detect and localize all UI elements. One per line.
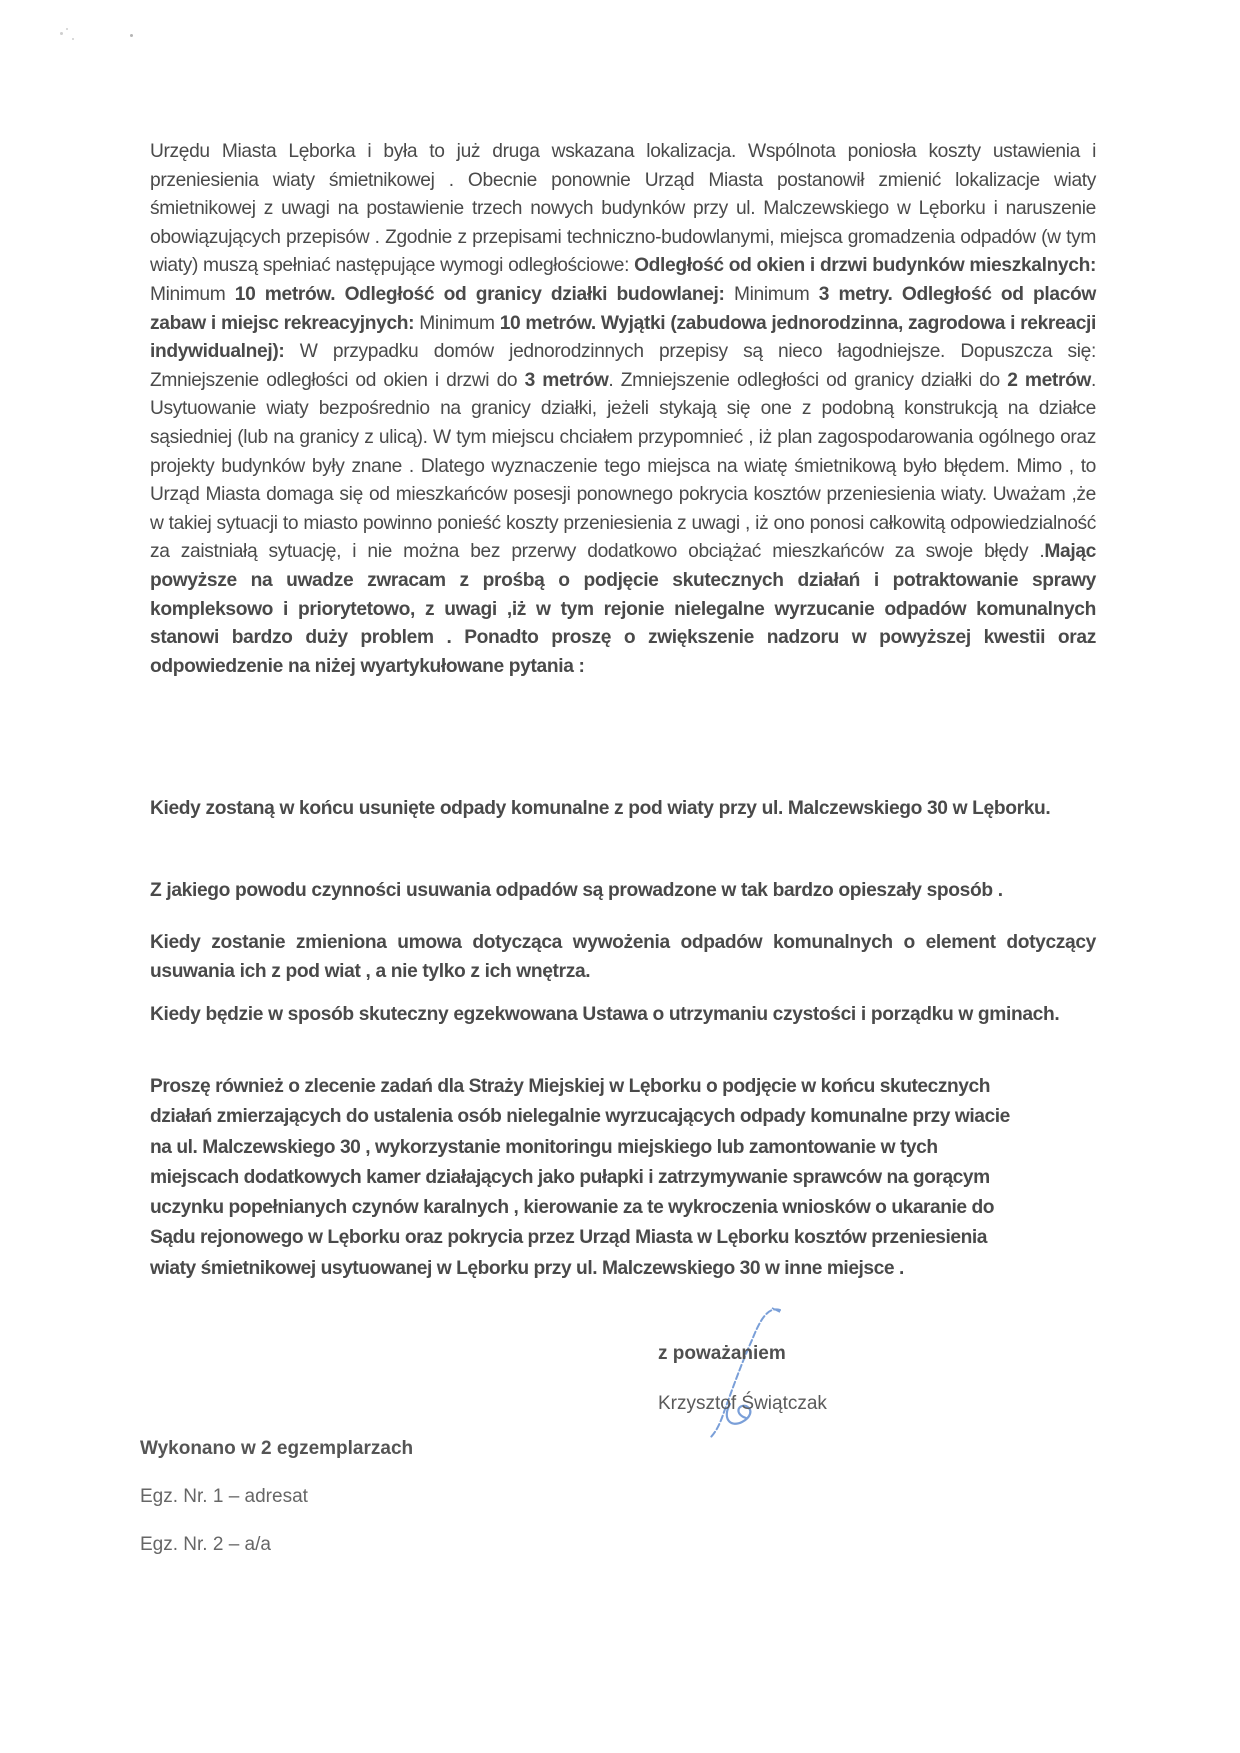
main-paragraph — [150, 138, 1096, 681]
paragraph-segment-bold: . — [590, 312, 601, 334]
paragraph-segment-bold: Mając powyższe na uwadze zwracam z prośbą o podjęcie skutecznych działań i potraktowanie sprawy kompleksowo i priorytetowo, z uwagi ,iż w tym rejonie nielegalne wyrzucanie odpadów komunalnych stanowi bardzo duży problem . Ponadto proszę o zwiększenie nadzoru w powyższej kwestii oraz odpowiedzenie na niżej wyartykułowane pytania : — [150, 541, 1096, 677]
request-line: miejscach dodatkowych kamer działających jako pułapki i zatrzymywanie sprawców na gorącym — [150, 1166, 990, 1188]
paragraph-segment: W przypadku domów jednorodzinnych przepisy są nieco łagodniejsze. Dopuszcza się: Zmniejszenie odległości od okien i drzwi do — [150, 341, 1096, 391]
request-line: na ul. Malczewskiego 30 , wykorzystanie monitoringu miejskiego lub zamontowanie w tych — [150, 1136, 938, 1158]
request-line: działań zmierzających do ustalenia osób nielegalnie wyrzucających odpady komunalne przy wiacie — [150, 1106, 1010, 1128]
paragraph-segment-bold: 10 metrów — [234, 283, 331, 305]
paragraph-segment-bold: Wyjątki (zabudowa jednorodzinna, zagrodowa i rekreacji indywidualnej): — [150, 312, 1096, 363]
scan-artifacts — [58, 26, 148, 46]
request-line: Sądu rejonowego w Lęborku oraz pokrycia przez Urząd Miasta w Lęborku kosztów przeniesienia — [150, 1227, 987, 1249]
paragraph-segment-bold: . — [330, 283, 345, 305]
question-3: Kiedy zostanie zmieniona umowa dotycząca wywożenia odpadów komunalnych o element dotyczący usuwania ich z pod wiat , a nie tylko z ich wnętrza. — [150, 932, 1096, 982]
paragraph-segment: Minimum — [414, 312, 500, 334]
request-line: Proszę również o zlecenie zadań dla Straży Miejskiej w Lęborku o podjęcie w końcu skutecznych — [150, 1076, 990, 1097]
question-1: Kiedy zostaną w końcu usunięte odpady komunalne z pod wiaty przy ul. Malczewskiego 30 w Lęborku. — [150, 798, 1051, 819]
paragraph-segment-bold: Odległość od granicy działki budowlanej: — [344, 283, 725, 305]
paragraph-segment: . Usytuowanie wiaty bezpośrednio na granicy działki, jeżeli stykają się one z podobną konstrukcją na działce sąsiedniej (lub na granicy z ulicą). W tym miejscu chciałem przypomnieć , iż plan zagospodarowania ogólnego oraz projekty budynków były znane . Dlatego wyznaczenie tego miejsca na wiatę śmietnikową było błędem. Mimo , to Urząd Miasta domaga się od mieszkańców posesji ponownego pokrycia kosztów przeniesienia wiaty. Uważam ,że w takiej sytuacji to miasto powinno ponieść koszty przeniesienia z uwagi , iż ono ponosi całkowitą odpowiedzialność za zaistniałą sytuację, i nie można bez przerwy dodatkowo obciążać mieszkańców za swoje błędy . — [150, 369, 1096, 563]
paragraph-segment-bold: metry. — [829, 283, 902, 305]
paragraph-segment-bold: Odległość od placów zabaw i miejsc rekreacyjnych: — [150, 283, 1096, 334]
request-paragraph — [150, 1072, 1096, 1284]
question-4: Kiedy będzie w sposób skuteczny egzekwowana Ustawa o utrzymaniu czystości i porządku w gminach. — [150, 1004, 1060, 1025]
copy-2-line: Egz. Nr. 2 – a/a — [140, 1534, 271, 1555]
paragraph-segment: Minimum — [724, 283, 819, 305]
copies-title: Wykonano w 2 egzemplarzach — [140, 1438, 414, 1459]
question-2: Z jakiego powodu czynności usuwania odpadów są prowadzone w tak bardzo opieszały sposób . — [150, 880, 1003, 901]
paragraph-segment-bold: 3 — [818, 283, 830, 305]
paragraph-segment: Minimum — [150, 283, 235, 305]
paragraph-segment-bold: Odległość od okien i drzwi budynków mieszkalnych: — [634, 255, 1096, 277]
copy-1-line: Egz. Nr. 1 – adresat — [140, 1486, 308, 1507]
handwritten-signature-icon — [680, 1300, 800, 1440]
paragraph-segment-bold: 3 metrów — [524, 369, 609, 391]
request-line: uczynku popełnianych czynów karalnych , kierowanie za te wykroczenia wniosków o ukaranie do — [150, 1197, 995, 1219]
paragraph-segment: . Zmniejszenie odległości od granicy działki do — [608, 369, 1008, 391]
closing-salutation: z poważaniem — [658, 1343, 786, 1364]
paragraph-segment-bold: 2 metrów — [1007, 369, 1092, 391]
paragraph-segment: Urzędu Miasta Lęborka i była to już druga wskazana lokalizacja. Wspólnota poniosła koszty ustawienia i przeniesienia wiaty śmietnikowej . Obecnie ponownie Urząd Miasta postanowił zmienić lokalizacje wiaty śmietnikowej z uwagi na postawienie trzech nowych budynków przy ul. Malczewskiego w Lęborku i naruszenie obowiązujących przepisów . Zgodnie z przepisami techniczno-budowlanymi, miejsca gromadzenia odpadów (w tym wiaty) muszą spełniać następujące wymogi odległościowe: — [150, 141, 1096, 277]
request-line: wiaty śmietnikowej usytuowanej w Lęborku przy ul. Malczewskiego 30 w inne miejsce . — [150, 1257, 904, 1279]
signer-name: Krzysztof Świątczak — [658, 1393, 827, 1414]
paragraph-segment-bold: 10 metrów — [499, 312, 591, 334]
